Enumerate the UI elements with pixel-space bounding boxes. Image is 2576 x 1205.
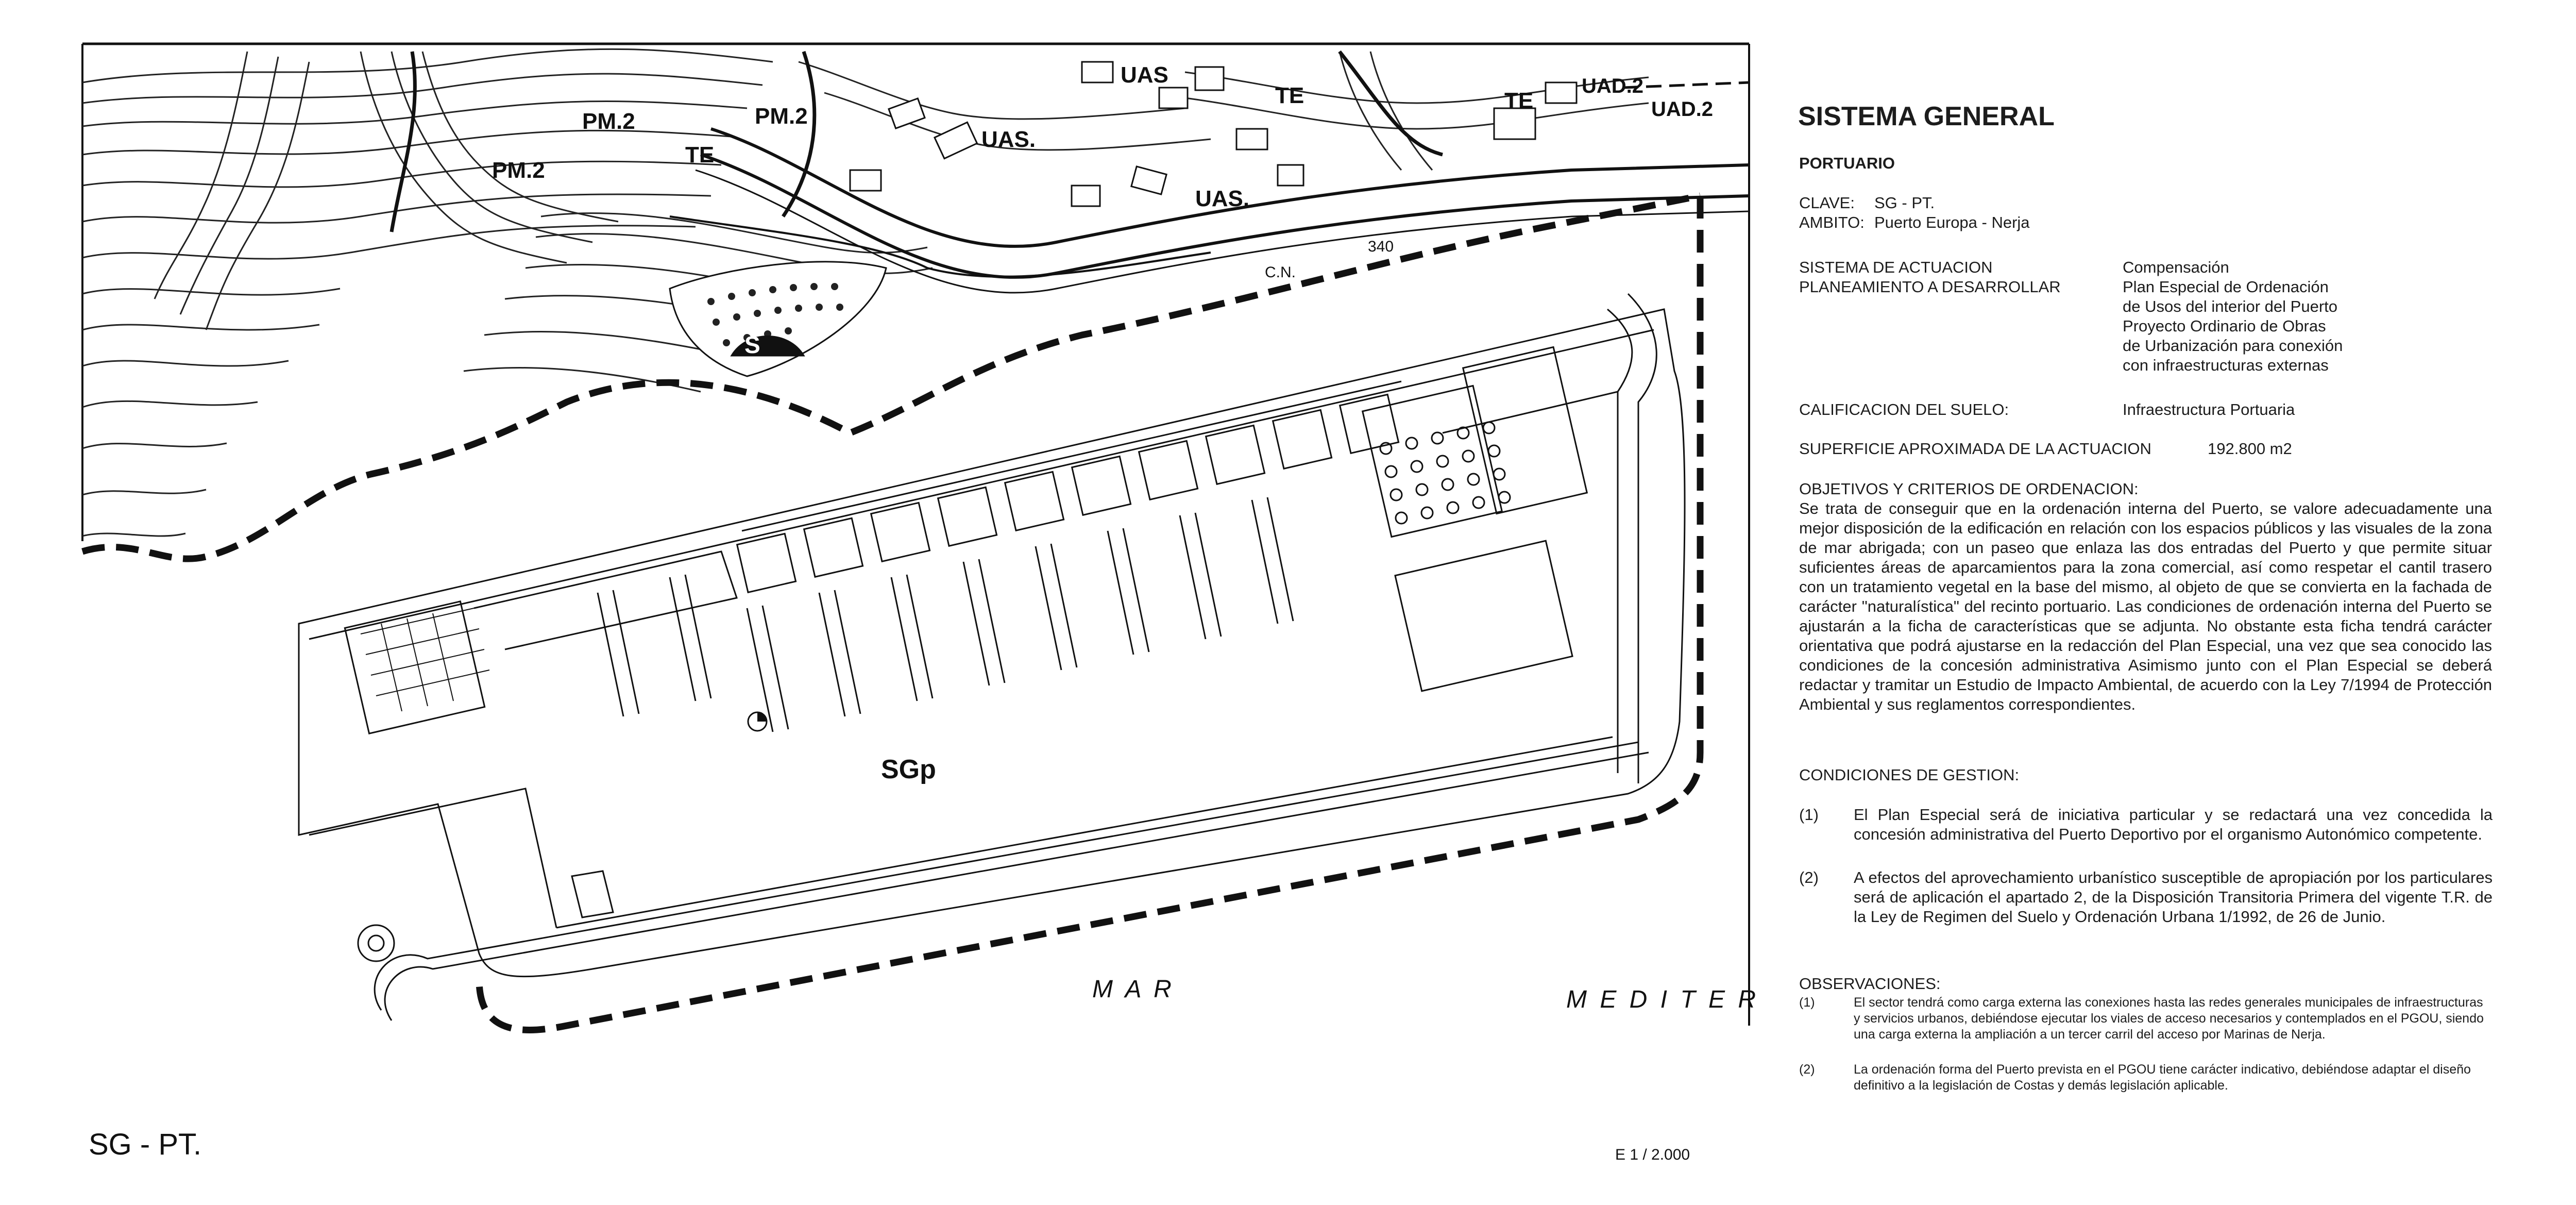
gestion-num: (2): [1799, 868, 1819, 886]
map-label-uad2: UAD.2: [1651, 98, 1714, 121]
gestion-num: (1): [1799, 806, 1819, 824]
superficie-label: SUPERFICIE APROXIMADA DE LA ACTUACION: [1799, 440, 2151, 458]
calificacion-value: Infraestructura Portuaria: [2123, 400, 2295, 419]
map-label-te: TE: [1504, 88, 1534, 113]
observaciones-title: OBSERVACIONES:: [1799, 975, 1941, 993]
clave-value: SG - PT.: [1874, 194, 1935, 212]
clave-label: CLAVE:: [1799, 194, 1855, 212]
ambito-value: Puerto Europa - Nerja: [1874, 213, 2030, 231]
map-label-uas: UAS: [1121, 62, 1168, 88]
zone-label-sgp: SGp: [881, 755, 936, 784]
sheet-code: SG - PT.: [89, 1128, 202, 1161]
observaciones-text: El sector tendrá como carga externa las conexiones hasta las redes generales municipales de infraestructuras y servicios urbanos, debiéndose ejecutar los viales de acceso necesarios y contemplados en el PGOU, siendo una carga externa la ampliación a un tercer carril del acceso por Marinas de Nerja.: [1854, 995, 2484, 1042]
control-tower-symbol: [748, 712, 767, 731]
map-label-uas: UAS.: [1195, 186, 1250, 211]
road-label-cn: C.N.: [1265, 264, 1296, 281]
gestion-text: A efectos del aprovechamiento urbanístico susceptible de apropiación por los particulares será de aplicación el apartado 2, de la Disposición Transitoria Primera del vigente T.R. de la Ley de Regimen del Suelo y Ordenación Urbana 1/1992, de 26 de Junio.: [1854, 868, 2493, 926]
map-label-s: S: [744, 331, 760, 358]
ficha-panel: [1762, 0, 2524, 1205]
planeamiento-line: con infraestructuras externas: [2123, 356, 2329, 374]
road-label-340: 340: [1368, 238, 1394, 255]
map-label-pm2: PM.2: [492, 158, 545, 183]
gestion-title: CONDICIONES DE GESTION:: [1799, 766, 2020, 784]
observaciones-num: (1): [1799, 995, 1815, 1010]
planeamiento-line: de Urbanización para conexión: [2123, 337, 2343, 355]
ambito-label: AMBITO:: [1799, 213, 1865, 231]
map-label-uad2: UAD.2: [1582, 75, 1644, 97]
sistema-label: SISTEMA DE ACTUACION: [1799, 258, 1993, 276]
map-label-te: TE: [685, 142, 715, 168]
gestion-text: El Plan Especial será de iniciativa particular y se redactará una vez concedida la concesión administrativa del Puerto Deportivo por el organismo Autonómico competente.: [1854, 806, 2493, 843]
map-label-pm2: PM.2: [582, 109, 635, 134]
ficha-subtitle: PORTUARIO: [1799, 154, 1895, 172]
ficha-title: SISTEMA GENERAL: [1798, 102, 2055, 131]
map-label-te: TE: [1275, 83, 1304, 108]
planeamiento-line: de Usos del interior del Puerto: [2123, 297, 2338, 315]
objetivos-text: Se trata de conseguir que en la ordenación interna del Puerto, se valore adecuadamente una mejor disposición de la edificación en relación con los espacios públicos y las visuales de la zona de mar abrigada; con un paseo que enlaza las dos entradas del Puerto y que permite situar suficientes áreas de aparcamientos para la zona comercial, así como respetar el cantil trasero con un tratamiento vegetal en la base del mismo, al objeto de que se convierta en la fachada de carácter "naturalística" del recinto portuario. Las condiciones de ordenación interna del Puerto se ajustarán a la ficha de características que se adjunta. No obstante esta ficha tendrá carácter orientativa que podrá ajustarse en la redacción del Plan Especial, una vez que sea conocido las condiciones de la concesión administrativa Asimismo junto con el Plan Especial se deberá redactar y tramitar un Estudio de Impacto Ambiental, de acuerdo con la Ley 7/1994 de Protección Ambiental y sus reglamentos correspondientes.: [1799, 499, 2492, 713]
map-label-uas: UAS.: [981, 127, 1036, 152]
sea-label-mar: M A R: [1092, 976, 1175, 1003]
superficie-value: 192.800 m2: [2208, 440, 2292, 458]
sea-label-mediter: M E D I T E R: [1566, 986, 1759, 1013]
observaciones-num: (2): [1799, 1062, 1815, 1077]
objetivos-title: OBJETIVOS Y CRITERIOS DE ORDENACION:: [1799, 480, 2139, 498]
planeamiento-line: Plan Especial de Ordenación: [2123, 278, 2329, 296]
scale-label: E 1 / 2.000: [1615, 1146, 1690, 1163]
planeamiento-line: Proyecto Ordinario de Obras: [2123, 317, 2326, 335]
calificacion-label: CALIFICACION DEL SUELO:: [1799, 400, 2009, 419]
map-label-pm2: PM.2: [755, 104, 808, 129]
observaciones-text: La ordenación forma del Puerto prevista en el PGOU tiene carácter indicativo, debiéndose adaptar el diseño definitivo a la legislación de Costas y demás legislación aplicable.: [1854, 1062, 2471, 1093]
sistema-value: Compensación: [2123, 258, 2229, 276]
planeamiento-label: PLANEAMIENTO A DESARROLLAR: [1799, 278, 2061, 296]
